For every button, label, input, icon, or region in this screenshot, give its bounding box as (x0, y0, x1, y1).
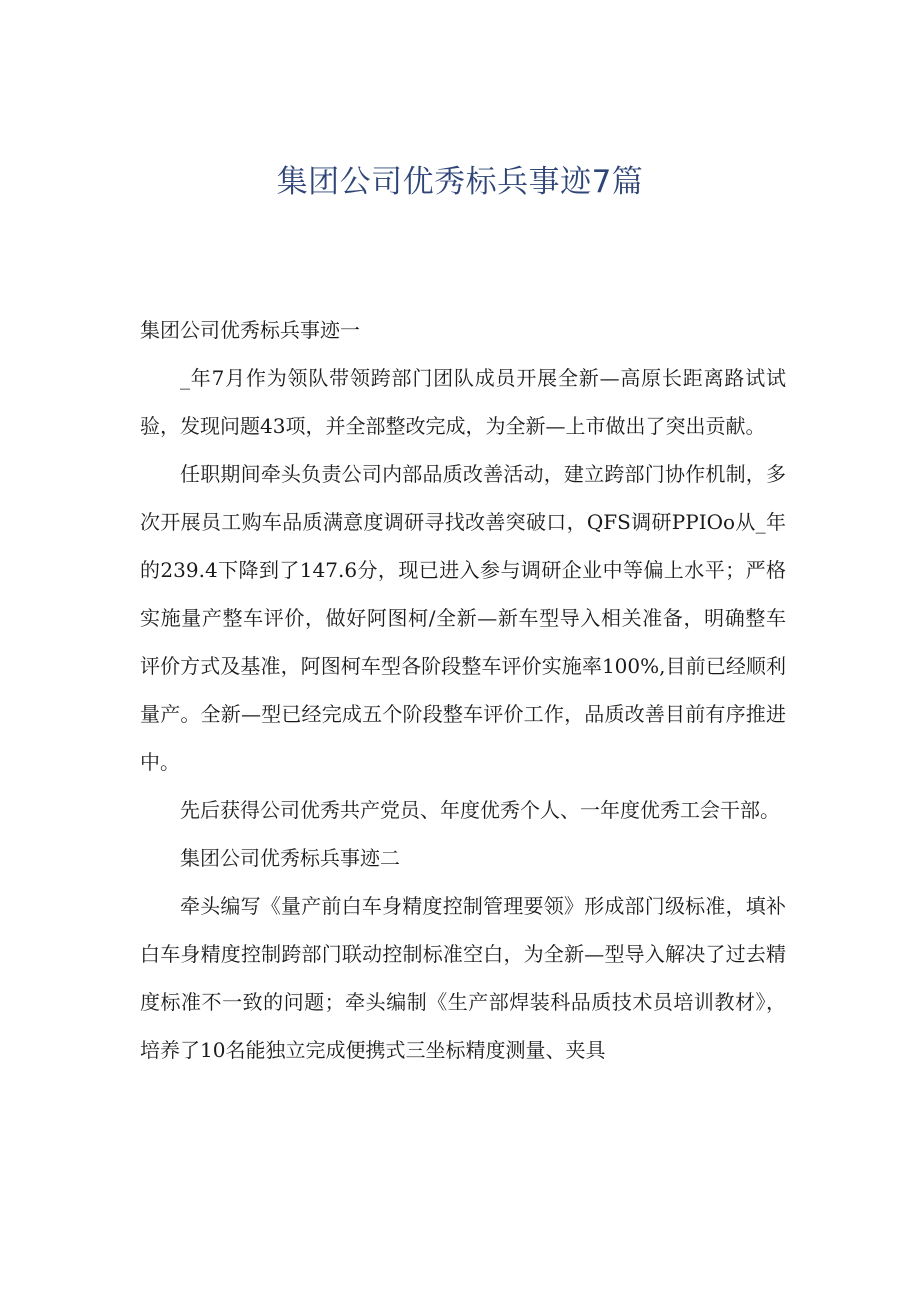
paragraph: 先后获得公司优秀共产党员、年度优秀个人、一年度优秀工会干部。 (180, 798, 780, 822)
document-body (140, 306, 786, 1074)
paragraph: 任职期间牵头负责公司内部品质改善活动，建立跨部门协作机制，多次开展员工购车品质满意度调研寻找改善突破口，QFS调研PPIOo从_年的239.4下降到了147.6分，现已进入参与调研企业中等偏上水平；严格实施量产整车评价，做好阿图柯/全新—新车型导入相关准备，明确整车评价方式及基准，阿图柯车型各阶段整车评价实施率100%,目前已经顺利量产。全新—型已经完成五个阶段整车评价工作，品质改善目前有序推进中。 (140, 462, 786, 774)
section-heading: 集团公司优秀标兵事迹一 (140, 318, 360, 342)
document-title: 集团公司优秀标兵事迹7篇 (276, 164, 644, 200)
paragraph: _年7月作为领队带领跨部门团队成员开展全新—高原长距离路试试验，发现问题43项，并全部整改完成，为全新—上市做出了突出贡献。 (140, 366, 786, 438)
section-heading: 集团公司优秀标兵事迹二 (180, 846, 400, 870)
paragraph: 牵头编写《量产前白车身精度控制管理要领》形成部门级标准，填补白车身精度控制跨部门联动控制标准空白，为全新—型导入解决了过去精度标准不一致的问题；牵头编制《生产部焊装科品质技术员培训教材》，培养了10名能独立完成便携式三坐标精度测量、夹具 (140, 894, 786, 1062)
